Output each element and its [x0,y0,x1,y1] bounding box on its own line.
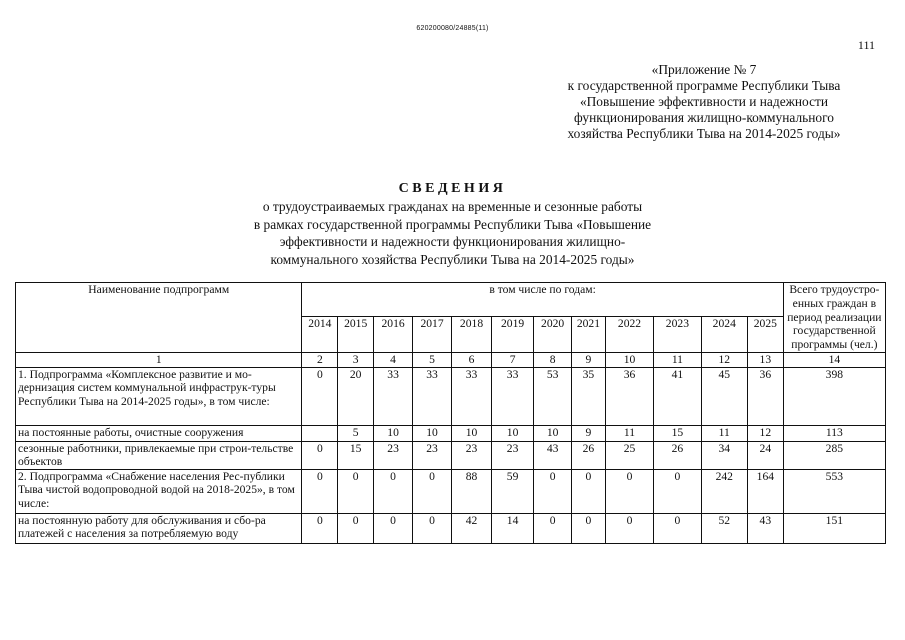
employment-table [15,282,886,544]
row-value: 35 [572,367,606,425]
table-row [16,513,886,543]
column-number: 13 [747,353,783,368]
row-value: 0 [572,469,606,513]
column-number: 1 [16,353,302,368]
appendix-line: к государственной программе Республики Тыва [567,78,841,93]
row-value: 10 [492,425,534,441]
row-value: 14 [492,513,534,543]
row-value: 0 [572,513,606,543]
appendix-line: «Приложение № 7 [651,62,757,77]
row-value: 25 [605,441,653,469]
row-value: 0 [654,469,701,513]
row-value: 0 [654,513,701,543]
row-value: 24 [747,441,783,469]
column-header-total: Всего трудоустро-енных граждан в период реализации государственной программы (чел.) [783,283,885,353]
row-value: 20 [338,367,374,425]
row-value: 164 [747,469,783,513]
row-total: 398 [783,367,885,425]
row-value: 26 [654,441,701,469]
title-line: в рамках государственной программы Республики Тыва «Повышение [253,216,652,232]
row-value: 88 [452,469,492,513]
year-header-2021: 2021 [572,317,606,353]
row-value: 53 [534,367,572,425]
row-value: 23 [413,441,452,469]
row-value: 0 [413,469,452,513]
column-number: 2 [302,353,338,368]
row-value: 33 [374,367,413,425]
column-number: 12 [701,353,747,368]
row-value: 0 [605,469,653,513]
row-value: 33 [413,367,452,425]
title-heading: СВЕДЕНИЯ [398,181,507,196]
row-value: 43 [747,513,783,543]
column-number: 9 [572,353,606,368]
row-value: 0 [302,513,338,543]
row-value: 10 [374,425,413,441]
row-total: 285 [783,441,885,469]
year-header-2014: 2014 [302,317,338,353]
row-value: 15 [338,441,374,469]
row-name: 1. Подпрограмма «Комплексное развитие и мо-дернизация систем коммунальной инфраструк-туры Республики Тыва на 2014-2025 годы», в том числе: [16,367,302,425]
page-number: 111 [857,38,875,52]
row-total: 113 [783,425,885,441]
row-total: 553 [783,469,885,513]
row-value: 43 [534,441,572,469]
row-value: 15 [654,425,701,441]
table-row [16,367,886,425]
row-value: 0 [302,367,338,425]
column-number: 3 [338,353,374,368]
row-value: 0 [374,469,413,513]
year-header-2018: 2018 [452,317,492,353]
column-number: 8 [534,353,572,368]
year-header-2017: 2017 [413,317,452,353]
title-line: коммунального хозяйства Республики Тыва на 2014-2025 годы» [270,251,635,267]
row-total: 151 [783,513,885,543]
year-header-2023: 2023 [654,317,701,353]
row-value: 59 [492,469,534,513]
row-value: 41 [654,367,701,425]
table-row [16,425,886,441]
row-value: 0 [413,513,452,543]
row-value: 45 [701,367,747,425]
row-value: 52 [701,513,747,543]
row-value [302,425,338,441]
row-value: 0 [534,513,572,543]
years-group-header: в том числе по годам: [302,283,783,317]
row-name: 2. Подпрограмма «Снабжение населения Рес-публики Тыва чистой водопроводной водой на 2018-2025», в том числе: [16,469,302,513]
year-header-2019: 2019 [492,317,534,353]
year-header-2020: 2020 [534,317,572,353]
row-name: на постоянную работу для обслуживания и сбо-ра платежей с населения за потребляемую воду [16,513,302,543]
column-number: 6 [452,353,492,368]
row-value: 0 [605,513,653,543]
document-code: 620200080/24885(11) [416,25,489,32]
row-value: 36 [605,367,653,425]
row-value: 42 [452,513,492,543]
row-value: 33 [492,367,534,425]
row-value: 10 [534,425,572,441]
row-value: 0 [302,441,338,469]
row-value: 0 [374,513,413,543]
appendix-line: хозяйства Республики Тыва на 2014-2025 годы» [567,126,841,141]
row-value: 12 [747,425,783,441]
row-value: 10 [452,425,492,441]
row-value: 10 [413,425,452,441]
column-number: 5 [413,353,452,368]
table-row [16,441,886,469]
year-header-2016: 2016 [374,317,413,353]
title-line: о трудоустраиваемых гражданах на временные и сезонные работы [262,199,643,214]
column-number: 14 [783,353,885,368]
year-header-2025: 2025 [747,317,783,353]
row-value: 11 [605,425,653,441]
row-value: 5 [338,425,374,441]
year-header-2015: 2015 [338,317,374,353]
appendix-line: функционирования жилищно-коммунального [574,110,834,125]
row-value: 0 [338,513,374,543]
column-number: 11 [654,353,701,368]
row-value: 0 [338,469,374,513]
row-name: на постоянные работы, очистные сооружения [16,425,302,441]
row-value: 36 [747,367,783,425]
row-name: сезонные работники, привлекаемые при строи-тельстве объектов [16,441,302,469]
column-header-name: Наименование подпрограмм [16,283,302,353]
year-header-2024: 2024 [701,317,747,353]
column-number: 7 [492,353,534,368]
document-title [160,180,745,268]
title-line: эффективности и надежности функционирования жилищно- [279,234,626,249]
row-value: 26 [572,441,606,469]
row-value: 242 [701,469,747,513]
row-value: 11 [701,425,747,441]
row-value: 0 [534,469,572,513]
column-number: 10 [605,353,653,368]
row-value: 0 [302,469,338,513]
column-number: 4 [374,353,413,368]
appendix-reference [539,62,869,142]
row-value: 33 [452,367,492,425]
year-header-2022: 2022 [605,317,653,353]
row-value: 23 [374,441,413,469]
row-value: 34 [701,441,747,469]
table-row [16,469,886,513]
row-value: 23 [492,441,534,469]
row-value: 23 [452,441,492,469]
appendix-line: «Повышение эффективности и надежности [579,94,829,109]
row-value: 9 [572,425,606,441]
